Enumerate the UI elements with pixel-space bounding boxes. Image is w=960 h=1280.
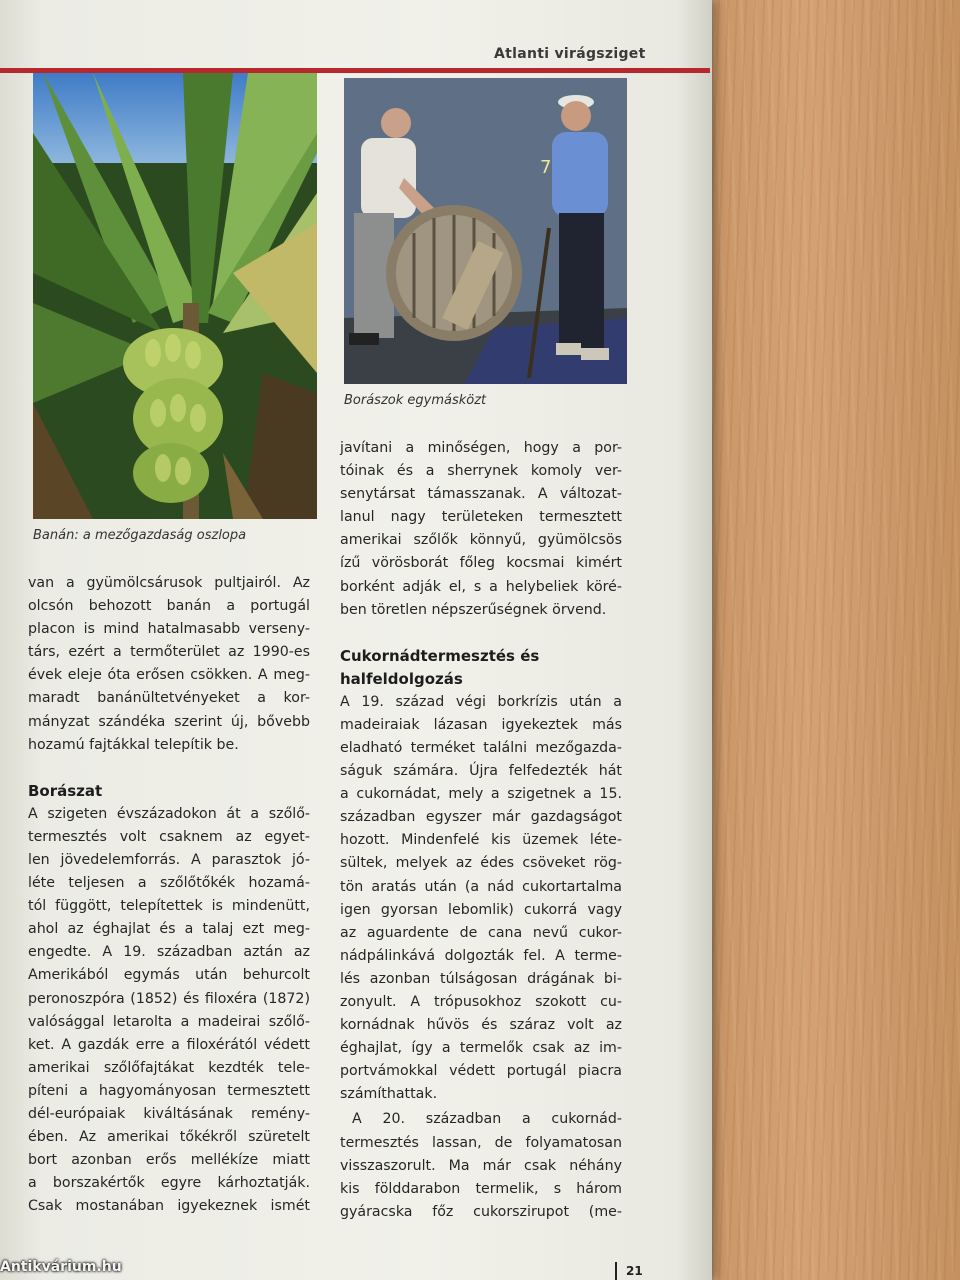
text-line: ben töretlen népszerűségnek örvend.	[340, 601, 607, 618]
watermark-logo: Antikvárium.hu	[0, 1259, 122, 1275]
text-line: zonyult. A trópusokhoz szokott cu-	[340, 993, 622, 1010]
section-heading-sugar-line2: halfeldolgozás	[340, 669, 463, 688]
text-line: a cukornádat, mely a szigetnek a 15.	[340, 786, 622, 803]
text-line: ahol az éghajlat és a talaj ezt meg-	[28, 921, 310, 938]
text-line: tóinak és a sherrynek komoly ver-	[340, 463, 622, 480]
text-line: termesztés volt csaknem az egyet-	[28, 828, 310, 845]
text-line: Csak mostanában igyekeznek ismét	[28, 1198, 310, 1215]
winemakers-photo	[344, 78, 627, 384]
paragraph-wine-end	[340, 437, 622, 622]
running-header-title: Atlanti virágsziget	[494, 46, 646, 62]
text-column-left	[28, 572, 310, 1218]
text-line: olcsón behozott banán a portugál	[28, 598, 310, 615]
text-line: len jövedelemforrás. A parasztok jó-	[28, 851, 310, 868]
paragraph-banana-end	[28, 572, 310, 757]
text-line: évek eleje óta erősen csökken. A meg-	[28, 667, 310, 684]
text-line: az aguardente de cana nevű cukor-	[340, 924, 622, 941]
text-column-right	[340, 437, 622, 1224]
text-line: gyáracska főz cukorszirupot (me-	[340, 1203, 622, 1220]
text-line: ízű vörösborát főleg kocsmai kimért	[340, 555, 622, 572]
text-line: hozott. Mindenfelé kis üzemek léte-	[340, 832, 622, 849]
text-line: portvámokkal védett portugál piacra	[340, 1063, 622, 1080]
text-line: kornádnak hűvös és száraz volt az	[340, 1017, 622, 1034]
text-line: A 19. század végi borkrízis után a	[340, 693, 622, 710]
paragraph-sugar	[340, 691, 622, 1107]
text-line: termesztés lassan, de folyamatosan	[340, 1134, 622, 1151]
section-heading-wine: Borászat	[28, 781, 103, 800]
winemakers-photo-caption: Borászok egymásközt	[344, 393, 487, 408]
text-line: amerikai szőlők könnyű, gyümölcsös	[340, 532, 622, 549]
text-line: éghajlat, így a termelők csak az im-	[340, 1040, 622, 1057]
text-line: kis földdarabon termelik, s három	[340, 1180, 622, 1197]
text-line: számíthattak.	[340, 1086, 438, 1103]
text-line: Amerikából egymás után behurcolt	[28, 967, 310, 984]
text-line: engedte. A 19. században aztán az	[28, 944, 310, 961]
text-line: társ, ezért a termőterület az 1990-es	[28, 644, 310, 661]
text-line: maradt banánültetvényeket a kor-	[28, 690, 310, 707]
text-line: A 20. században a cukornád-	[352, 1111, 622, 1128]
text-line: lés azonban túlságosan drágának bi-	[340, 970, 622, 987]
text-line: placon is mind hatalmasabb verseny-	[28, 621, 310, 638]
text-line: senytársat támasszanak. A változat-	[340, 486, 622, 503]
text-line: bort azonban erős mellékíze miatt	[28, 1152, 310, 1169]
text-line: igen gyorsan lebomlik) cukorrá vagy	[340, 901, 622, 918]
text-line: visszaszorult. Ma már csak néhány	[340, 1157, 622, 1174]
page-number-rule	[615, 1262, 617, 1280]
text-line: ket. A gazdák erre a filoxérától védett	[28, 1036, 310, 1053]
text-line: lanul nagy területeken termesztett	[340, 509, 622, 526]
text-line: tön aratás után (a nád cukortartalma	[340, 878, 622, 895]
text-line: hozamú fajtákkal telepítik be.	[28, 736, 239, 753]
text-line: valósággal letarolta a madeirai szőlő-	[28, 1013, 310, 1030]
text-line: píteni a hagyományosan termesztett	[28, 1082, 310, 1099]
text-line: dél-európaiak kiváltásának remény-	[28, 1105, 310, 1122]
text-line: amerikai szőlőfajtákat kezdték tele-	[28, 1059, 310, 1076]
text-line: borként adják el, s a helybeliek köré-	[340, 578, 622, 595]
text-line: ében. Az amerikai tőkékről szüretelt	[28, 1129, 310, 1146]
text-line: sültek, melyek az édes csöveket rög-	[340, 855, 622, 872]
svg-text:7: 7	[540, 157, 552, 178]
text-line: nádpálinkává dolgozták fel. A terme-	[340, 947, 622, 964]
text-line: madeiraiak lázasan igyekeztek más	[340, 716, 622, 733]
banana-photo-caption: Banán: a mezőgazdaság oszlopa	[33, 528, 247, 543]
section-heading-sugar: Cukornádtermesztés és	[340, 646, 540, 665]
banana-photo	[33, 73, 317, 519]
wooden-table-background	[700, 0, 960, 1280]
text-line: A szigeten évszázadokon át a szőlő-	[28, 805, 310, 822]
text-line: peronoszpóra (1852) és filoxéra (1872)	[28, 990, 310, 1007]
text-line: században egyszer már gazdagságot	[340, 809, 622, 826]
paragraph-wine	[28, 803, 310, 1219]
text-line: tól függött, telepítettek is mindenütt,	[28, 898, 310, 915]
paragraph-sugar-decline	[340, 1108, 622, 1223]
text-line: eladható terméket találni mezőgazda-	[340, 739, 622, 756]
text-line: javítani a minőségen, hogy a por-	[340, 440, 622, 456]
page-number: 21	[626, 1264, 643, 1278]
text-line: léte teljesen a szőlőtőkék hozamá-	[28, 875, 310, 892]
text-line: van a gyümölcsárusok pultjairól. Az	[28, 575, 310, 591]
text-line: mányzat szándéka szerint új, bővebb	[28, 713, 310, 730]
text-line: a borszakértők egyre kárhoztatják.	[28, 1175, 310, 1192]
text-line: ságuk számára. Újra felfedezték hát	[340, 763, 622, 780]
